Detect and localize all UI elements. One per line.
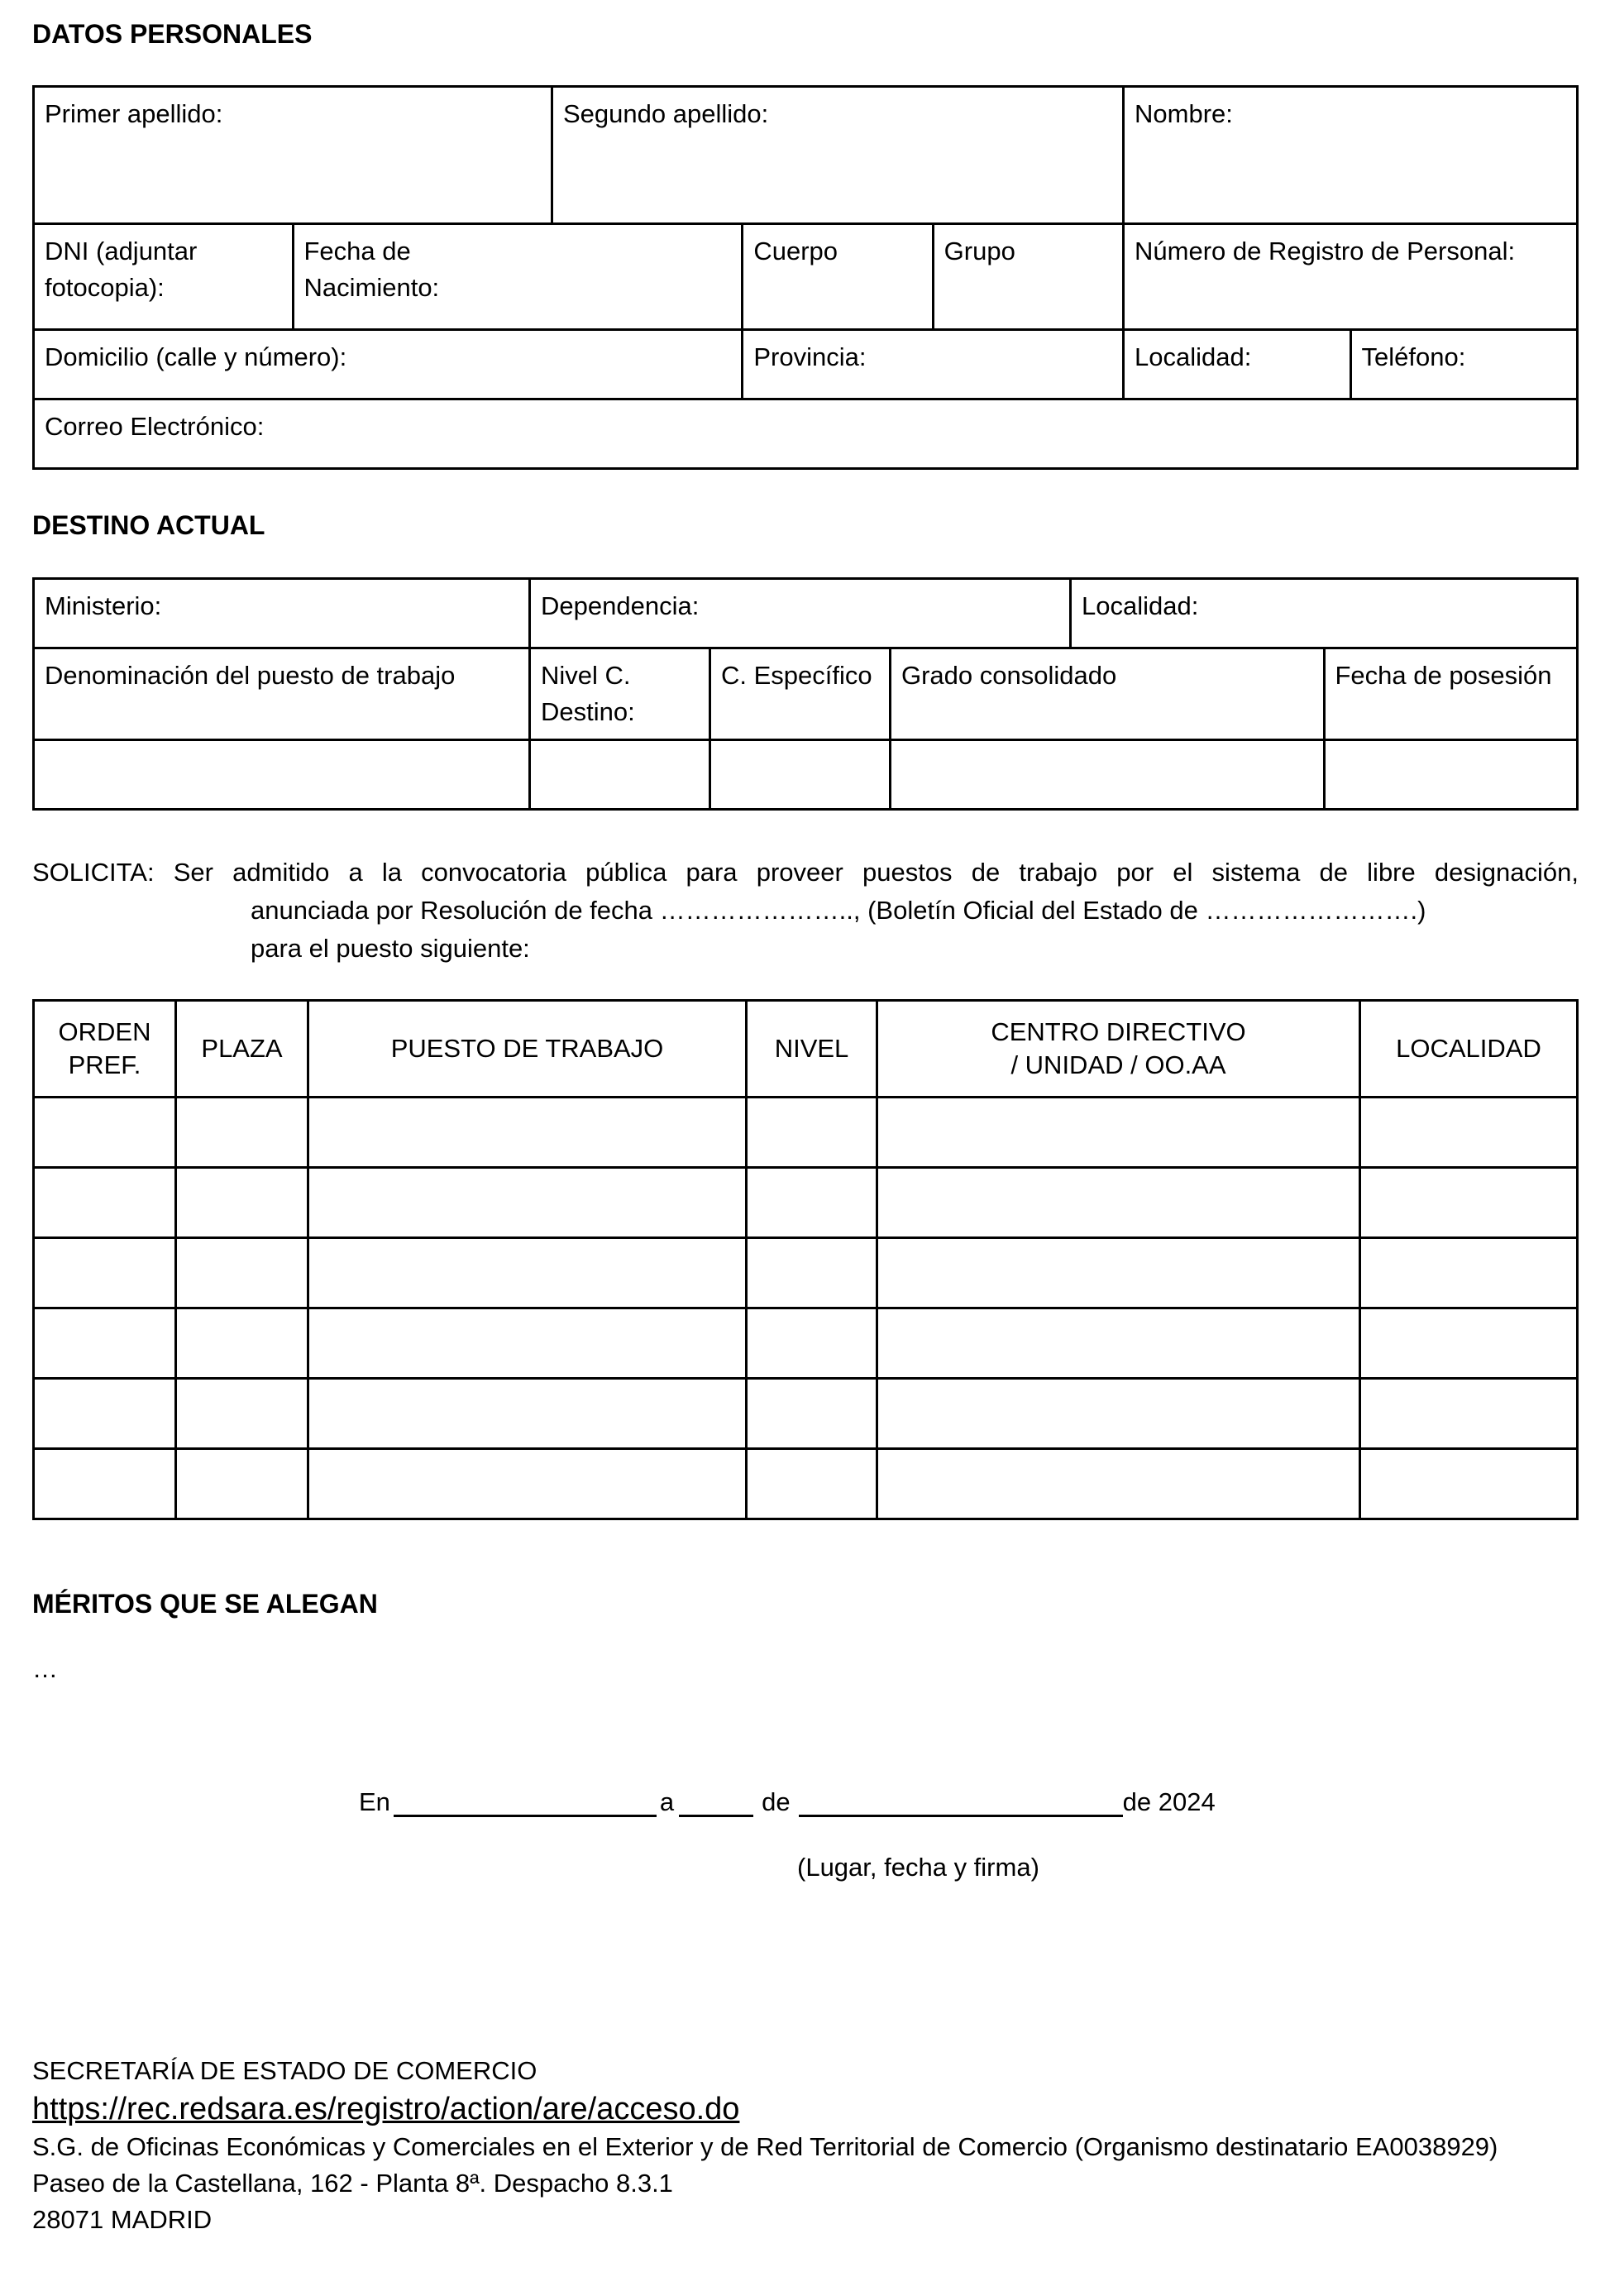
grupo-label: Grupo xyxy=(944,237,1015,265)
table-row xyxy=(34,1379,1578,1449)
nivel-destino-header xyxy=(530,648,710,740)
a-label: a xyxy=(659,1787,675,1816)
en-label: En xyxy=(359,1787,390,1816)
cell-nivel[interactable] xyxy=(747,1308,877,1379)
cell-plaza[interactable] xyxy=(176,1168,308,1238)
segundo-apellido-field[interactable] xyxy=(552,87,1124,224)
nombre-label: Nombre: xyxy=(1135,99,1233,128)
nrp-field[interactable] xyxy=(1124,224,1578,330)
puestos-table xyxy=(32,999,1579,1520)
table-row xyxy=(34,1449,1578,1519)
provincia-field[interactable] xyxy=(743,330,1124,399)
meritos-content: … xyxy=(32,1654,58,1683)
provincia-label: Provincia: xyxy=(753,342,867,371)
cell-localidad[interactable] xyxy=(1360,1379,1578,1449)
fecha-posesion-label: Fecha de posesión xyxy=(1335,661,1552,690)
fecha-nacimiento-label-2: Nacimiento: xyxy=(303,273,440,302)
telefono-label: Teléfono: xyxy=(1361,342,1466,371)
dni-field[interactable] xyxy=(34,224,294,330)
grado-label: Grado consolidado xyxy=(901,661,1117,690)
cell-puesto[interactable] xyxy=(308,1238,747,1308)
nrp-label: Número de Registro de Personal: xyxy=(1135,237,1516,265)
cell-nivel[interactable] xyxy=(747,1098,877,1168)
fecha-firma-line xyxy=(359,1787,1216,1817)
fecha-nacimiento-label-1: Fecha de xyxy=(303,237,411,265)
denominacion-header xyxy=(34,648,530,740)
mes-blank[interactable] xyxy=(799,1787,1123,1817)
footer-sg: S.G. de Oficinas Económicas y Comerciales en el Exterior y de Red Territorial de Comercio (Organismo destinatario EA0038929) xyxy=(32,2132,1498,2161)
cuerpo-label: Cuerpo xyxy=(753,237,838,265)
dependencia-label: Dependencia: xyxy=(541,591,700,620)
cell-centro[interactable] xyxy=(877,1098,1360,1168)
cell-orden[interactable] xyxy=(34,1308,176,1379)
table-row xyxy=(34,1168,1578,1238)
grupo-field[interactable] xyxy=(933,224,1123,330)
denominacion-field[interactable] xyxy=(34,740,530,810)
cell-puesto[interactable] xyxy=(308,1168,747,1238)
localidad-label: Localidad: xyxy=(1135,342,1252,371)
firma-caption: (Lugar, fecha y firma) xyxy=(797,1853,1039,1882)
footer-address: Paseo de la Castellana, 162 - Planta 8ª. Despacho 8.3.1 xyxy=(32,2169,673,2198)
cell-localidad[interactable] xyxy=(1360,1449,1578,1519)
cell-localidad[interactable] xyxy=(1360,1308,1578,1379)
especifico-label: C. Específico xyxy=(721,661,872,690)
cell-centro[interactable] xyxy=(877,1379,1360,1449)
localidad-field[interactable] xyxy=(1124,330,1351,399)
cell-orden[interactable] xyxy=(34,1098,176,1168)
domicilio-label: Domicilio (calle y número): xyxy=(45,342,347,371)
de-label: de xyxy=(762,1787,791,1816)
fecha-nacimiento-field[interactable] xyxy=(293,224,743,330)
cell-plaza[interactable] xyxy=(176,1098,308,1168)
header-nivel xyxy=(747,1001,877,1098)
puestos-header-row xyxy=(34,1001,1578,1098)
header-orden-pref xyxy=(34,1001,176,1098)
cell-orden[interactable] xyxy=(34,1168,176,1238)
table-row xyxy=(34,1098,1578,1168)
ministerio-field[interactable] xyxy=(34,579,530,648)
table-row xyxy=(34,1238,1578,1308)
especifico-field[interactable] xyxy=(710,740,891,810)
registro-link[interactable]: https://rec.redsara.es/registro/action/are/acceso.do xyxy=(32,2092,740,2126)
nivel-destino-field[interactable] xyxy=(530,740,710,810)
solicita-line-3: para el puesto siguiente: xyxy=(251,934,530,963)
primer-apellido-field[interactable] xyxy=(34,87,552,224)
solicita-paragraph xyxy=(32,854,1579,968)
denominacion-label: Denominación del puesto de trabajo xyxy=(45,661,456,690)
nivel-destino-label: Nivel C. Destino: xyxy=(541,661,635,726)
datos-personales-table xyxy=(32,85,1579,470)
fecha-posesion-header xyxy=(1324,648,1578,740)
correo-field[interactable] xyxy=(34,399,1578,469)
section-title-datos-personales: DATOS PERSONALES xyxy=(32,19,313,49)
footer-org: SECRETARÍA DE ESTADO DE COMERCIO xyxy=(32,2056,537,2085)
dependencia-field[interactable] xyxy=(530,579,1071,648)
cell-centro[interactable] xyxy=(877,1238,1360,1308)
header-localidad xyxy=(1360,1001,1578,1098)
nombre-field[interactable] xyxy=(1124,87,1578,224)
fecha-posesion-field[interactable] xyxy=(1324,740,1578,810)
grado-field[interactable] xyxy=(891,740,1325,810)
solicita-line-2: anunciada por Resolución de fecha ………………….., (Boletín Oficial del Estado de …………………….) xyxy=(251,896,1426,925)
cell-localidad[interactable] xyxy=(1360,1168,1578,1238)
localidad-destino-label: Localidad: xyxy=(1082,591,1199,620)
cell-puesto[interactable] xyxy=(308,1379,747,1449)
section-title-destino-actual: DESTINO ACTUAL xyxy=(32,510,265,540)
footer-city: 28071 MADRID xyxy=(32,2205,213,2234)
domicilio-field[interactable] xyxy=(34,330,743,399)
cell-nivel[interactable] xyxy=(747,1449,877,1519)
solicita-line-1: SOLICITA: Ser admitido a la convocatoria pública para proveer puestos de trabajo por el sistema de libre designación, xyxy=(32,858,1579,887)
header-orden-pref-label: ORDEN PREF. xyxy=(58,1017,151,1079)
cell-orden[interactable] xyxy=(34,1449,176,1519)
cell-orden[interactable] xyxy=(34,1238,176,1308)
header-puesto-trabajo xyxy=(308,1001,747,1098)
especifico-header xyxy=(710,648,891,740)
correo-label: Correo Electrónico: xyxy=(45,412,265,441)
cell-centro[interactable] xyxy=(877,1449,1360,1519)
header-centro-directivo xyxy=(877,1001,1360,1098)
destino-actual-table xyxy=(32,577,1579,811)
grado-header xyxy=(891,648,1325,740)
dia-blank[interactable] xyxy=(679,1787,753,1817)
cell-centro[interactable] xyxy=(877,1168,1360,1238)
table-row xyxy=(34,1308,1578,1379)
cell-puesto[interactable] xyxy=(308,1098,747,1168)
cell-localidad[interactable] xyxy=(1360,1238,1578,1308)
header-localidad-label: LOCALIDAD xyxy=(1396,1034,1541,1063)
header-plaza xyxy=(176,1001,308,1098)
footer xyxy=(32,2053,1579,2238)
header-centro-directivo-label: CENTRO DIRECTIVO / UNIDAD / OO.AA xyxy=(991,1017,1246,1079)
cell-orden[interactable] xyxy=(34,1379,176,1449)
year-label: de 2024 xyxy=(1122,1787,1216,1816)
dni-label-1: DNI (adjuntar xyxy=(45,237,198,265)
cell-nivel[interactable] xyxy=(747,1238,877,1308)
cell-plaza[interactable] xyxy=(176,1238,308,1308)
localidad-destino-field[interactable] xyxy=(1071,579,1578,648)
cuerpo-field[interactable] xyxy=(743,224,933,330)
cell-plaza[interactable] xyxy=(176,1449,308,1519)
lugar-blank[interactable] xyxy=(394,1787,657,1817)
telefono-field[interactable] xyxy=(1350,330,1578,399)
header-plaza-label: PLAZA xyxy=(201,1034,283,1063)
ministerio-label: Ministerio: xyxy=(45,591,162,620)
cell-localidad[interactable] xyxy=(1360,1098,1578,1168)
cell-centro[interactable] xyxy=(877,1308,1360,1379)
header-nivel-label: NIVEL xyxy=(774,1034,849,1063)
section-title-meritos: MÉRITOS QUE SE ALEGAN xyxy=(32,1589,378,1619)
cell-nivel[interactable] xyxy=(747,1379,877,1449)
dni-label-2: fotocopia): xyxy=(45,273,165,302)
cell-nivel[interactable] xyxy=(747,1168,877,1238)
cell-plaza[interactable] xyxy=(176,1379,308,1449)
header-puesto-trabajo-label: PUESTO DE TRABAJO xyxy=(390,1034,664,1063)
cell-plaza[interactable] xyxy=(176,1308,308,1379)
primer-apellido-label: Primer apellido: xyxy=(45,99,223,128)
segundo-apellido-label: Segundo apellido: xyxy=(563,99,769,128)
cell-puesto[interactable] xyxy=(308,1449,747,1519)
cell-puesto[interactable] xyxy=(308,1308,747,1379)
